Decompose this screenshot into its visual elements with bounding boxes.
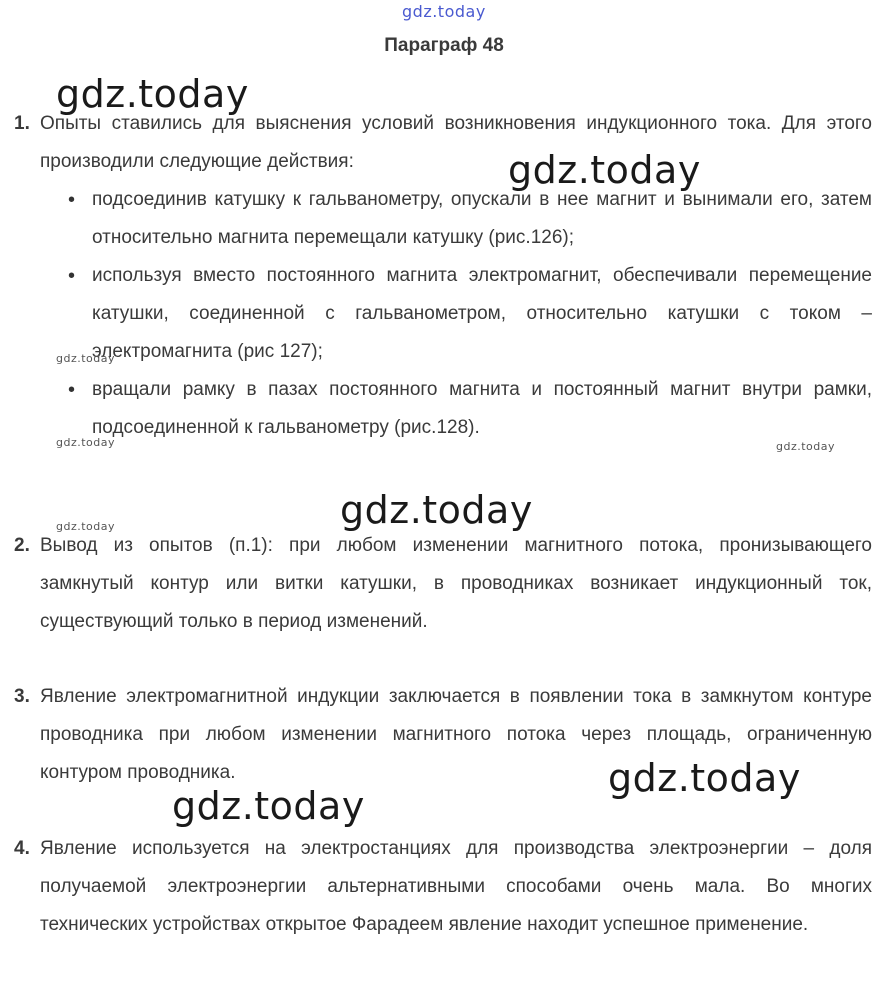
list-item-4 xyxy=(14,830,872,944)
item-number: 2. xyxy=(14,535,30,556)
list-item-2 xyxy=(14,527,872,641)
bullet-item: • подсоединив катушку к гальванометру, опускали в нее магнит и вынимали его, затем относительно магнита перемещали катушку (рис.126); xyxy=(92,181,872,257)
item-text: Явление используется на электростанциях для производства электроэнергии – доля получаемой электроэнергии альтернативными способами очень мала. Во многих технических устройствах открытое Фарадеем явление находит успешное применение. xyxy=(40,838,872,935)
watermark: gdz.today xyxy=(56,520,116,533)
watermark-top: gdz.today xyxy=(402,2,486,21)
bullet-item: • вращали рамку в пазах постоянного магнита и постоянный магнит внутри рамки, подсоединенной к гальванометру (рис.128). xyxy=(92,371,872,447)
item-text: Опыты ставились для выяснения условий возникновения индукционного тока. Для этого производили следующие действия: xyxy=(40,113,872,172)
watermark: gdz.today xyxy=(56,352,116,365)
watermark: gdz.today xyxy=(608,756,801,800)
item-text: Явление электромагнитной индукции заключается в появлении тока в замкнутом контуре проводника при любом изменении магнитного потока через площадь, ограниченную контуром проводника. xyxy=(40,686,872,783)
watermark: gdz.today xyxy=(340,488,533,532)
watermark: gdz.today xyxy=(172,784,365,828)
item-number: 3. xyxy=(14,686,30,707)
item-text: Вывод из опытов (п.1): при любом изменении магнитного потока, пронизывающего замкнутый контур или витки катушки, в проводниках возникает индукционный ток, существующий только в период изменений. xyxy=(40,535,872,632)
watermark: gdz.today xyxy=(776,440,836,453)
item-number: 1. xyxy=(14,113,30,134)
bullet-item: • используя вместо постоянного магнита электромагнит, обеспечивали перемещение катушки, соединенной с гальванометром, относительно катушки с током – электромагнита (рис 127); xyxy=(92,257,872,371)
page-title: Параграф 48 xyxy=(384,35,504,56)
watermark: gdz.today xyxy=(56,72,249,116)
list-item-1 xyxy=(14,105,872,447)
watermark: gdz.today xyxy=(56,436,116,449)
watermark: gdz.today xyxy=(508,148,701,192)
bullet-list xyxy=(92,181,872,447)
item-number: 4. xyxy=(14,838,30,859)
